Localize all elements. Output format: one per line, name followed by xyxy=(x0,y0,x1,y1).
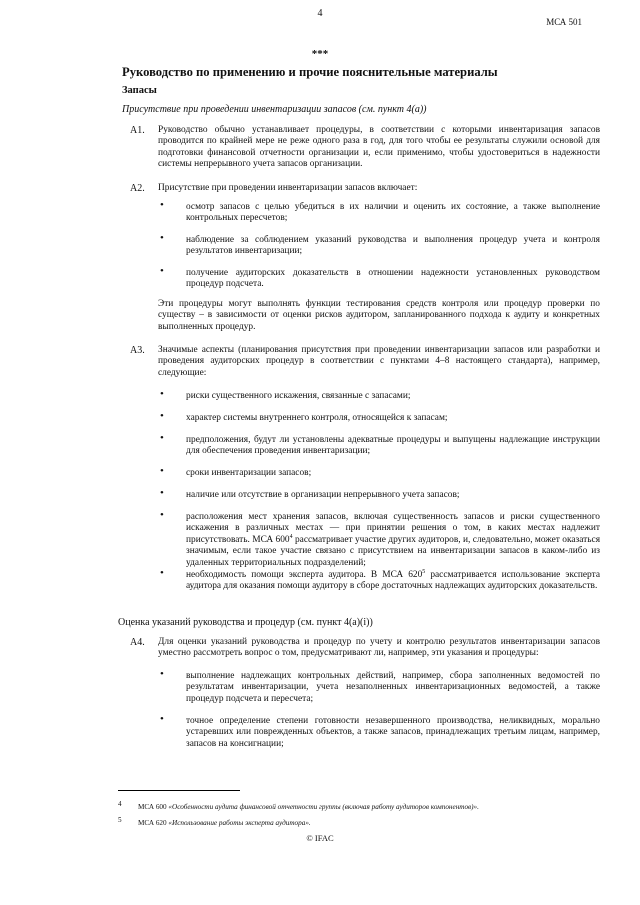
footnote-ref-4[interactable]: 4 xyxy=(289,533,293,540)
bullet-marker: • xyxy=(160,265,164,277)
a3-bullet-3: предположения, будут ли установлены адекватные процедуры и выпущены надлежащие инструкции для обеспечения проведения инвентаризации; xyxy=(186,435,600,457)
a4-bullet-2: точное определение степени готовности незавершенного производства, неликвидных, морально устаревших или поврежденных объектов, а также запасов, принадлежащих третьим лицам, например, запасов на консигнации; xyxy=(186,716,600,749)
bullet-marker: • xyxy=(160,487,164,499)
a2-bullet-2: наблюдение за соблюдением указаний руководства и выполнения процедур учета и контроля результатов инвентаризации; xyxy=(186,235,600,257)
bullet-marker: • xyxy=(160,465,164,477)
bullet-marker: • xyxy=(160,713,164,725)
a3-bullet-1: риски существенного искажения, связанные с запасами; xyxy=(186,391,411,401)
a4-bullet-1: выполнение надлежащих контрольных действий, например, сбора заполненных ведомостей по результатам инвентаризации, учета незаполненных инвентаризационных ведомостей, а также процедур подсчета и пересчета; xyxy=(186,671,600,704)
a3-bullet-7-text: необходимость помощи эксперта аудитора. В МСА 620 xyxy=(186,570,423,580)
subheading-evaluation: Оценка указаний руководства и процедур (см. пункт 4(a)(i)) xyxy=(118,617,373,628)
section-heading: Запасы xyxy=(122,85,157,96)
paragraph-a2-closing: Эти процедуры могут выполнять функции тестирования средств контроля или процедур проверки по существу – в зависимости от оценки рисков аудитором, запланированного подхода к аудиту и конкретных выполненных процедур. xyxy=(158,299,600,332)
a3-bullet-4: сроки инвентаризации запасов; xyxy=(186,468,312,478)
footnote-4 xyxy=(138,803,479,811)
a3-bullet-5: наличие или отсутствие в организации непрерывного учета запасов; xyxy=(186,490,460,500)
page-title: Руководство по применению и прочие пояснительные материалы xyxy=(122,65,498,79)
bullet-marker: • xyxy=(160,432,164,444)
a3-bullet-6-text: расположения мест хранения запасов, включая существенность запасов и риски существенного искажения в различных местах — при принятии решения о том, в каких местах надлежит присутствовать. МСА 600 xyxy=(186,512,600,545)
a3-bullet-6 xyxy=(186,512,600,569)
a3-bullet-2: характер системы внутреннего контроля, относящейся к запасам; xyxy=(186,413,448,423)
footnote-5-text: «Использование работы эксперта аудитора». xyxy=(168,819,311,827)
bullet-marker: • xyxy=(160,668,164,680)
paragraph-number-a3: A3. xyxy=(130,345,145,356)
paragraph-a4-intro: Для оценки указаний руководства и процедур по учету и контролю результатов инвентаризации запасов уместно рассмотреть вопрос о том, предусматривают ли, например, эти указания и процедуры: xyxy=(158,637,600,659)
standard-reference: МСА 501 xyxy=(546,17,582,27)
paragraph-number-a1: A1. xyxy=(130,125,145,136)
bullet-marker: • xyxy=(160,388,164,400)
paragraph-number-a4: A4. xyxy=(130,637,145,648)
a2-bullet-1: осмотр запасов с целью убедиться в их наличии и оценить их состояние, а также выполнение контрольных пересчетов; xyxy=(186,202,600,224)
bullet-marker: • xyxy=(160,509,164,521)
a3-bullet-7 xyxy=(186,570,600,593)
a2-bullet-3: получение аудиторских доказательств в отношении надежности установленных руководством процедур подсчета. xyxy=(186,268,600,290)
paragraph-a2-intro: Присутствие при проведении инвентаризации запасов включает: xyxy=(158,183,418,193)
page-footer-copyright: © IFAC xyxy=(306,833,334,843)
bullet-marker: • xyxy=(160,232,164,244)
bullet-marker: • xyxy=(160,199,164,211)
footnote-4-text: «Особенности аудита финансовой отчетности группы (включая работу аудиторов компонентов)». xyxy=(168,803,479,811)
a3-bullet-6-text-cont: рассматривает участие других аудиторов, и, следовательно, может оказаться значимым, если такое участие связано с присутствием на инвентаризации запасов в каком-либо из удаленных территориальных подразделений; xyxy=(186,534,601,568)
paragraph-a3-intro: Значимые аспекты (планирования присутствия при проведении инвентаризации запасов или разработки и проведения аудиторских процедур в соответствии с пунктами 4–8 настоящего стандарта), например, следующие: xyxy=(158,345,600,378)
page-number: 4 xyxy=(317,8,323,19)
bullet-marker: • xyxy=(160,410,164,422)
footnote-number-4: 4 xyxy=(118,800,122,808)
section-separator: *** xyxy=(311,48,329,60)
footnote-4-ref: МСА 600 xyxy=(138,803,169,811)
footnote-5 xyxy=(138,819,311,827)
bullet-marker: • xyxy=(160,567,164,579)
paragraph-a1: Руководство обычно устанавливает процедуры, в соответствии с которыми инвентаризация запасов проводится по крайней мере не реже одного раза в год, для того чтобы ее результаты служили основой для подготовки финансовой отчетности организации и, если применимо, чтобы удостовериться в надежности системы непрерывного учета запасов организации. xyxy=(158,125,600,170)
footnote-ref-5[interactable]: 5 xyxy=(422,568,426,575)
footnote-5-ref: МСА 620 xyxy=(138,819,169,827)
a3-bullet-7-text-cont: рассматривается использование эксперта аудитора для оказания помощи аудитору в сборе достаточных надлежащих аудиторских доказательств. xyxy=(186,570,600,592)
subheading-attendance: Присутствие при проведении инвентаризации запасов (см. пункт 4(a)) xyxy=(122,104,427,115)
footnote-divider xyxy=(118,790,240,791)
paragraph-number-a2: A2. xyxy=(130,183,145,194)
footnote-number-5: 5 xyxy=(118,816,122,824)
